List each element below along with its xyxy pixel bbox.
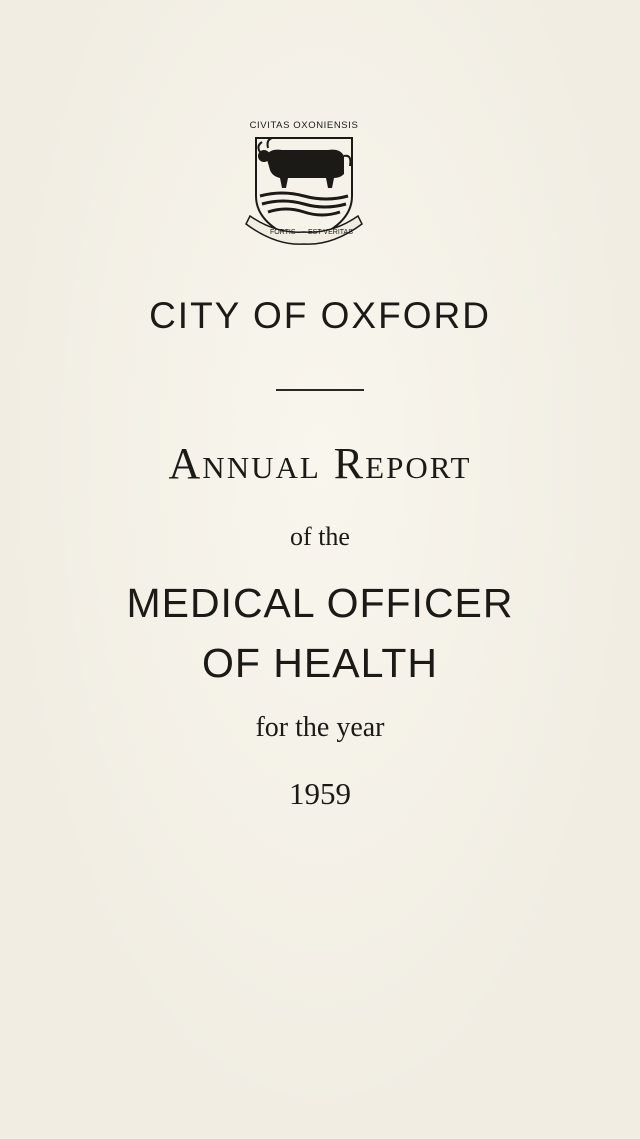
city-title: CITY OF OXFORD — [149, 295, 491, 336]
scroll-right-text: EST VERITAS — [308, 229, 353, 236]
divider-rule — [276, 389, 364, 391]
oxford-coat-of-arms — [236, 120, 372, 250]
ox-crest-icon — [236, 134, 372, 250]
scroll-left-text: FORTIS — [270, 229, 296, 236]
crest-motto: CIVITAS OXONIENSIS — [249, 120, 359, 131]
report-title: Annual Report — [168, 439, 472, 488]
report-year: 1959 — [289, 776, 351, 811]
office-title-line-2: OF HEALTH — [201, 640, 439, 686]
of-the-text: of the — [290, 522, 350, 551]
for-the-year-text: for the year — [255, 712, 385, 743]
office-title-line-1: MEDICAL OFFICER — [126, 580, 514, 626]
